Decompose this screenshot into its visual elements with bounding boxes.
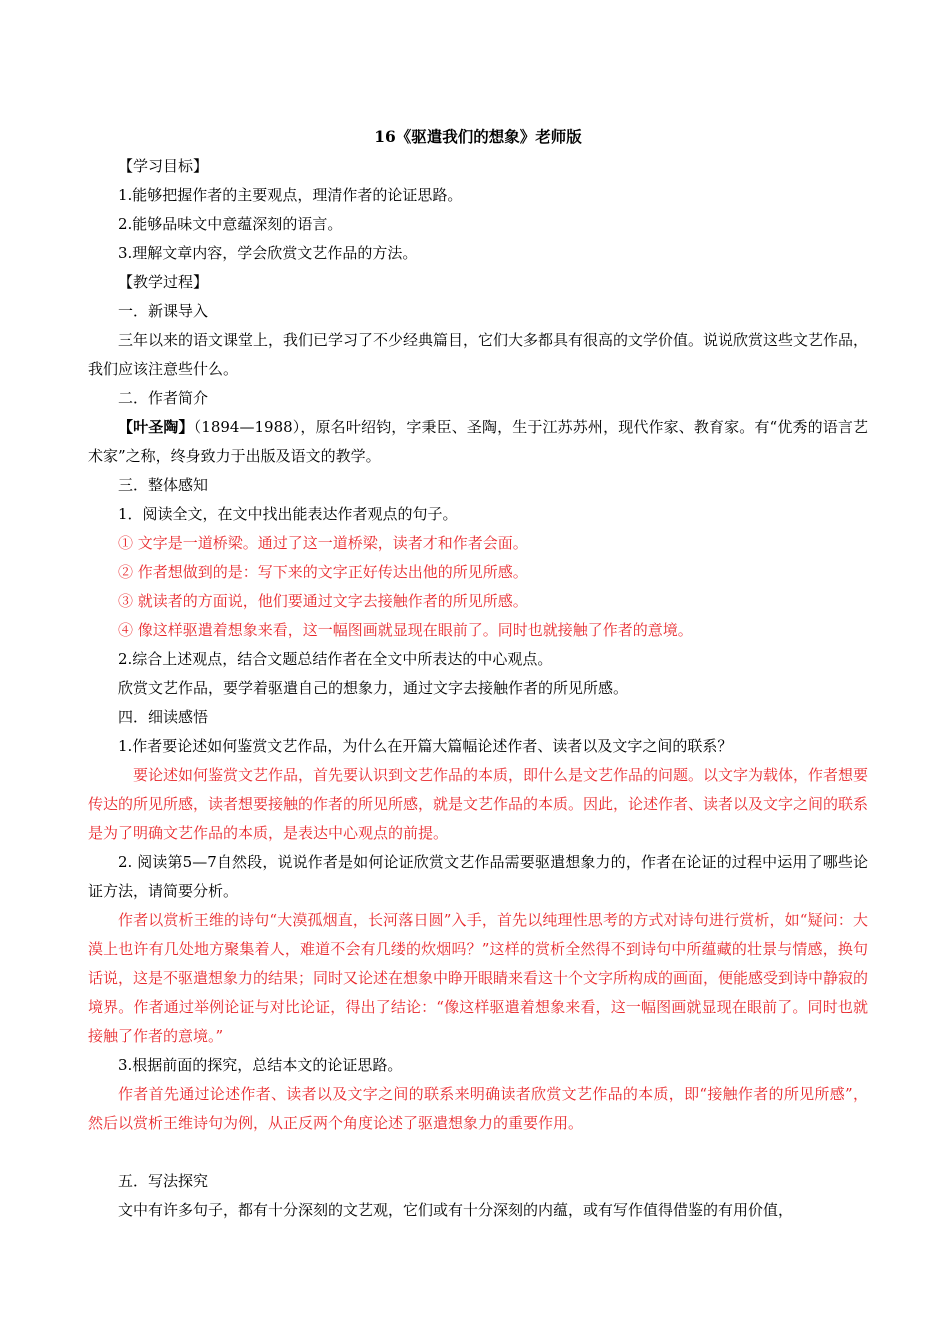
- writing-text: 文中有许多句子，都有十分深刻的文艺观，它们或有十分深刻的内蕴，或有写作值得借鉴的有用价值，: [118, 1201, 794, 1219]
- answer: 作者首先通过论述作者、读者以及文字之间的联系来明确读者欣赏文艺作品的本质，即“接触作者的所见所感”，然后以赏析王维诗句为例，从正反两个角度论述了驱遣想象力的重要作用。: [88, 1085, 868, 1132]
- question: 3.根据前面的探究，总结本文的论证思路。: [118, 1056, 403, 1074]
- document-title: 16《驱遣我们的想象》老师版: [374, 127, 582, 146]
- section-heading-intro: 一．新课导入: [118, 302, 209, 320]
- intro-text: 三年以来的语文课堂上，我们已学习了不少经典篇目，它们大多都具有很高的文学价值。说说欣赏这些文艺作品，我们应该注意些什么。: [88, 331, 869, 378]
- blank-line: [88, 1138, 868, 1167]
- answer-item: ④ 像这样驱遣着想象来看，这一幅图画就显现在眼前了。同时也就接触了作者的意境。: [118, 621, 693, 639]
- section-heading-writing: 五．写法探究: [118, 1172, 209, 1190]
- objective-item: 1.能够把握作者的主要观点，理清作者的论证思路。: [118, 186, 463, 204]
- answer: 作者以赏析王维的诗句“大漠孤烟直，长河落日圆”入手，首先以纯理性思考的方式对诗句进行赏析，如“疑问：大漠上也许有几处地方聚集着人，难道不会有几缕的炊烟吗？”这样的赏析全然得不到诗句中所蕴藏的壮景与情感，换句话说，这是不驱遣想象力的结果；同时又论述在想象中睁开眼睛来看这十个文字所构成的画面，便能感受到诗中静寂的境界。作者通过举例论证与对比论证，得出了结论：“像这样驱遣着想象来看，这一幅图画就显现在眼前了。同时也就接触了作者的意境。”: [88, 911, 869, 1045]
- author-bio: [88, 413, 868, 471]
- question: 2.综合上述观点，结合文题总结作者在全文中所表达的中心观点。: [118, 650, 553, 668]
- question: 2. 阅读第5—7自然段，说说作者是如何论证欣赏文艺作品需要驱遣想象力的，作者在论证的过程中运用了哪些论证方法，请简要分析。: [88, 853, 868, 900]
- question: 1.作者要论述如何鉴赏文艺作品，为什么在开篇大篇幅论述作者、读者以及文字之间的联系？: [118, 737, 733, 755]
- answer-item: ② 作者想做到的是：写下来的文字正好传达出他的所见所感。: [118, 563, 528, 581]
- answer-item: ③ 就读者的方面说，他们要通过文字去接触作者的所见所感。: [118, 592, 528, 610]
- answer-item: ① 文字是一道桥梁。通过了这一道桥梁，读者才和作者会面。: [118, 534, 528, 552]
- answer: 要论述如何鉴赏文艺作品，首先要认识到文艺作品的本质，即什么是文艺作品的问题。以文字为载体，作者想要传达的所见所感，读者想要接触的作者的所见所感，就是文艺作品的本质。因此，论述作者、读者以及文字之间的联系是为了明确文艺作品的本质，是表达中心观点的前提。: [88, 766, 869, 842]
- objectives-heading: 【学习目标】: [118, 157, 209, 175]
- objective-item: 3.理解文章内容，学会欣赏文艺作品的方法。: [118, 244, 418, 262]
- answer: 欣赏文艺作品，要学着驱遣自己的想象力，通过文字去接触作者的所见所感。: [118, 679, 629, 697]
- process-heading: 【教学过程】: [118, 273, 209, 291]
- question: 1．阅读全文，在文中找出能表达作者观点的句子。: [118, 505, 458, 523]
- document-page: [88, 122, 868, 1225]
- author-bio-text: （1894—1988），原名叶绍钧，字秉臣、圣陶，生于江苏苏州，现代作家、教育家。有“优秀的语言艺术家”之称，终身致力于出版及语文的教学。: [88, 418, 868, 465]
- objective-item: 2.能够品味文中意蕴深刻的语言。: [118, 215, 343, 233]
- author-name: 【叶圣陶】: [118, 418, 194, 436]
- section-heading-close-reading: 四．细读感悟: [118, 708, 209, 726]
- section-heading-author: 二．作者简介: [118, 389, 209, 407]
- section-heading-overview: 三．整体感知: [118, 476, 209, 494]
